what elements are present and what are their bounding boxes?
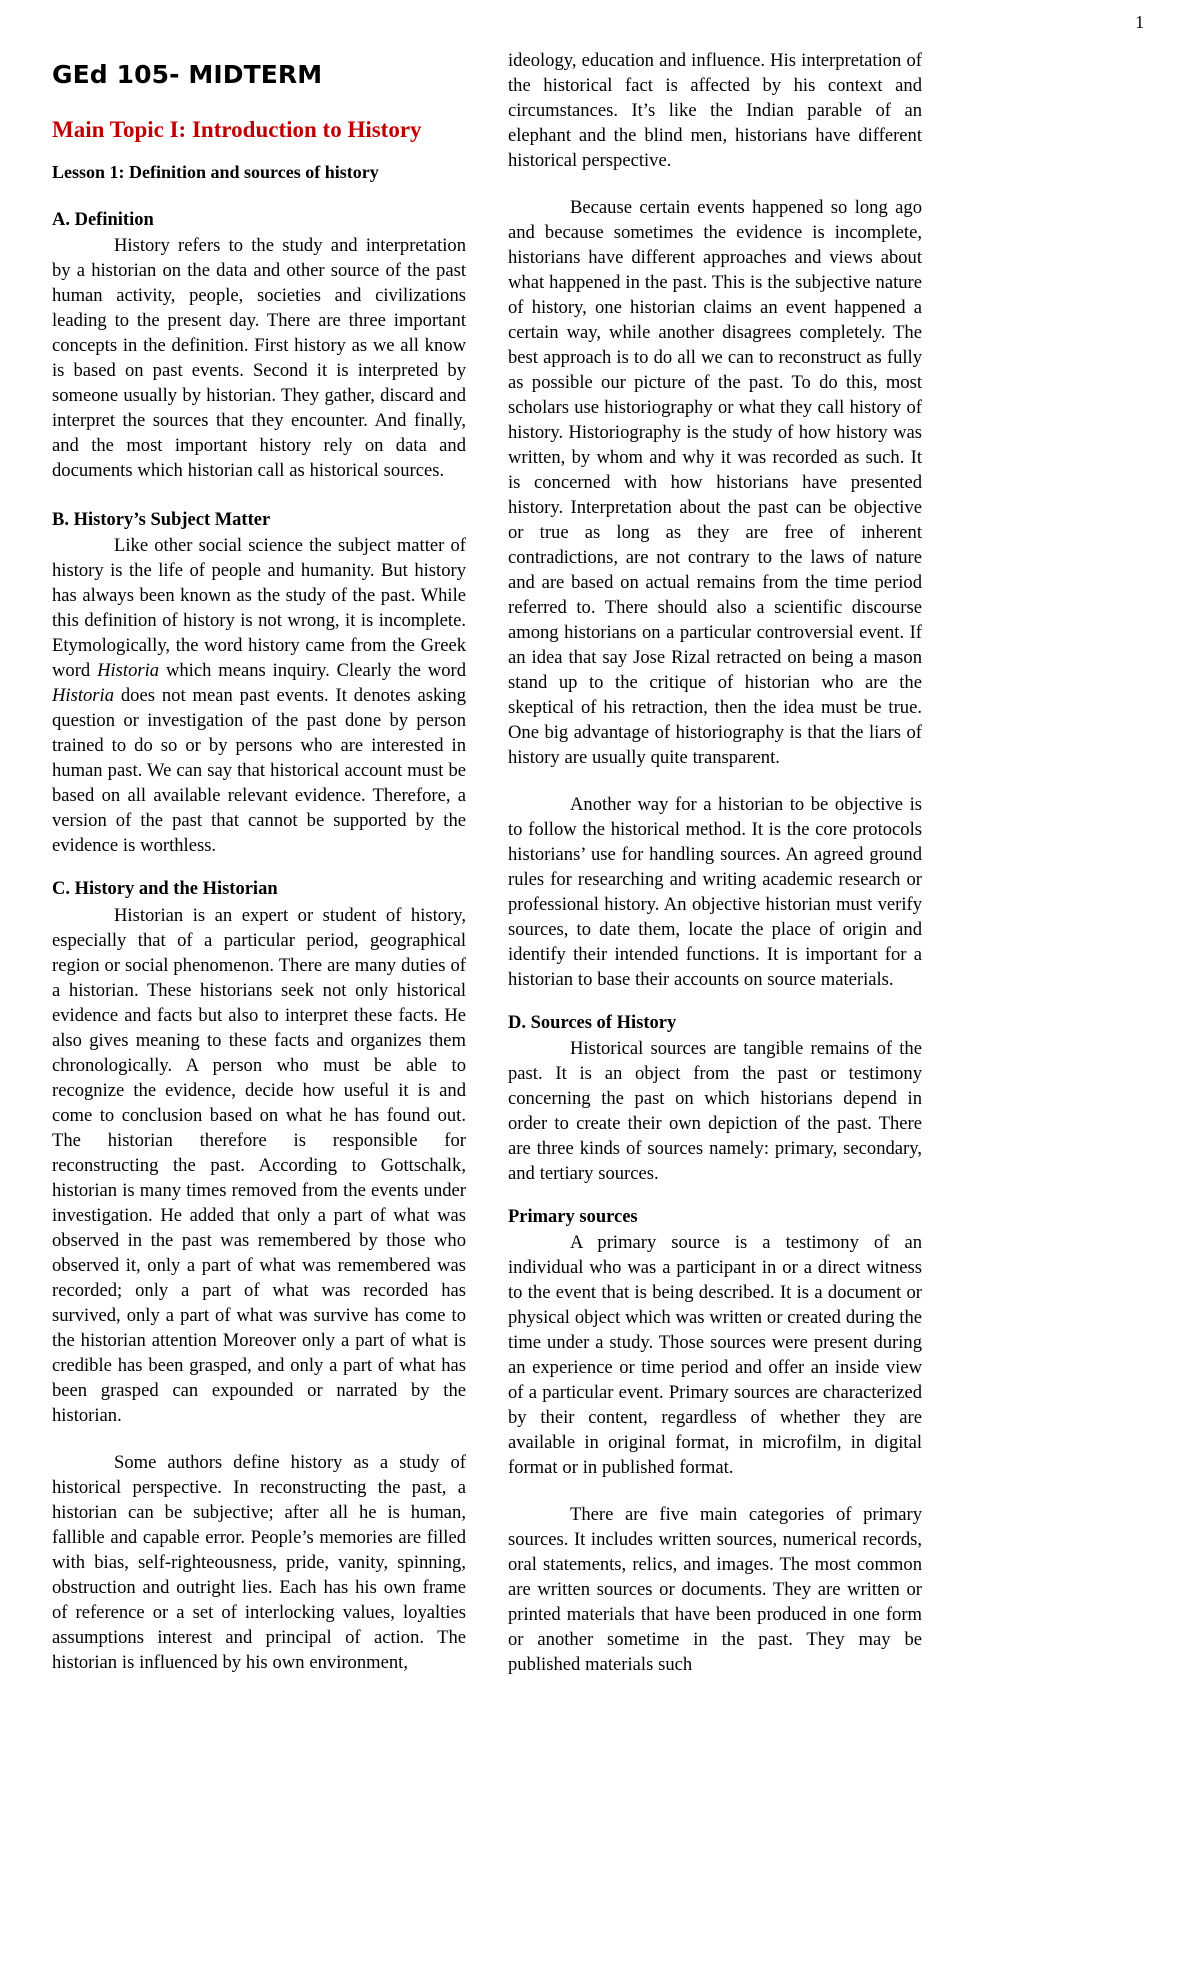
section-b-text-part2: which means inquiry. Clearly the word — [159, 660, 466, 682]
paragraph-another-way: Another way for a historian to be objective is to follow the historical method. It is the core protocols historians’ use for handling sources. An agreed ground rules for researching and writing academic research or professional history. An objective historian must verify sources, to date them, locate the place of origin and identify their intended functions. It is important for a historian to base their accounts on source materials. — [508, 794, 922, 990]
document-title: GEd 105- MIDTERM — [52, 60, 323, 89]
section-c-heading: C. History and the Historian — [52, 879, 278, 900]
section-b-text-part3: does not mean past events. It denotes asking question or investigation of the past done by person trained to do so or by persons who are interested in human past. We can say that historical account must be based on all available relevant evidence. Therefore, a version of the past that cannot be supported by the evidence is worthless. — [52, 685, 466, 857]
section-d-heading: D. Sources of History — [508, 1013, 677, 1033]
section-c-paragraph-1: Historian is an expert or student of history, especially that of a particular period, geographical region or social phenomenon. There are many duties of a historian. These historians seek not only historical evidence and facts but also to interpret these facts. He also gives meaning to these facts and organizes them chronologically. A person who must be able to recognize the evidence, decide how useful it is and come to conclusion based on what he has found out. The historian therefore is responsible for reconstructing the past. According to Gottschalk, historian is many times removed from the events under investigation. He added that only a part of what was observed in the past was remembered by those who observed it, only a part of what was remembered was recorded; only a part of what was recorded has survived, only a part of what was survive has come to the historian attention Moreover only a part of what is credible has been grasped, and only a part of what has been grasped can expounded or narrated by the historian. — [52, 904, 466, 1426]
historia-italic-1: Historia — [97, 660, 160, 682]
spacer — [52, 183, 466, 209]
section-a-heading: A. Definition — [52, 210, 154, 231]
paragraph-because-certain-events: Because certain events happened so long ago and because sometimes the evidence is incomplete, historians have different approaches and views about what happened in the past. This is the subjective nature of history, one historian claims an event happened a certain way, while another disagrees completely. The best approach is to do all we can to reconstruct as fully as possible our picture of the past. To do this, most scholars use historiography or what they call history of history. Historiography is the study of how history was written, by whom and why it was recorded as such. It is concerned with how historians have presented history. Interpretation about the past can be objective or true as long as they are free of inherent contradictions, are not contrary to the laws of nature and are based on actual remains from the time period referred to. There should also a scientific discourse among historians on a particular controversial event. If an idea that say Jose Rizal retracted on being a mason stand up to the critique of historian who are the skeptical of his retraction, then the idea must be true. One big advantage of historiography is that the liars of history are usually quite transparent. — [508, 197, 922, 768]
two-column-layout — [52, 48, 1148, 1677]
section-a-paragraph: History refers to the study and interpretation by a historian on the data and other source of the past human activity, people, societies and civilizations leading to the present day. There are three important concepts in the definition. First history as we all know is based on past events. Second it is interpreted by someone usually by historian. They gather, discard and interpret the sources that they encounter. And finally, and the most important history rely on data and documents which historian call as historical sources. — [52, 235, 466, 482]
section-b-text-part1: Like other social science the subject matter of history is the life of people and humanity. But history has always been known as the study of the past. While this definition of history is not wrong, it is incomplete. Etymologically, the word history came from the Greek word — [52, 535, 466, 682]
spacer — [52, 483, 466, 509]
primary-sources-paragraph-1: A primary source is a testimony of an individual who was a participant in or a direct witness to the event that is being described. It is a document or physical object which was written or created during the time under a study. Those sources were present during an experience or time period and offer an inside view of a particular event. Primary sources are characterized by their content, regardless of whether they are available in original format, in microfilm, in digital format or in published format. — [508, 1232, 922, 1479]
primary-sources-heading: Primary sources — [508, 1207, 638, 1228]
spacer — [508, 992, 922, 1012]
continuation-paragraph: ideology, education and influence. His interpretation of the historical fact is affected by his context and circumstances. It’s like the Indian parable of an elephant and the blind men, historians have different historical perspective. — [508, 50, 922, 171]
right-column — [508, 48, 922, 1677]
main-topic-heading: Main Topic I: Introduction to History — [52, 117, 422, 142]
lesson-heading: Lesson 1: Definition and sources of history — [52, 161, 379, 182]
section-b-paragraph — [52, 533, 466, 858]
primary-sources-paragraph-2: There are five main categories of primary sources. It includes written sources, numerical records, oral statements, relics, and images. The most common are written sources or documents. They are written or printed materials that have been produced in one form or another sometime in the past. They may be published materials such — [508, 1504, 922, 1676]
page-number: 1 — [1135, 12, 1144, 32]
spacer — [52, 858, 466, 878]
section-d-paragraph: Historical sources are tangible remains of the past. It is an object from the past or testimony concerning the past on which historians depend in order to create their own depiction of the past. There are three kinds of sources namely: primary, secondary, and tertiary sources. — [508, 1038, 922, 1185]
spacer — [508, 1186, 922, 1206]
historia-italic-2: Historia — [52, 685, 114, 707]
section-b-heading: B. History’s Subject Matter — [52, 510, 271, 531]
left-column — [52, 48, 466, 1677]
section-c-paragraph-2: Some authors define history as a study of historical perspective. In reconstructing the past, a historian can be subjective; after all he is human, fallible and capable error. People’s memories are filled with bias, self-righteousness, pride, vanity, spinning, obstruction and outright lies. Each has his own frame of reference or a set of interlocking values, loyalties assumptions interest and principal of action. The historian is influenced by his own environment, — [52, 1451, 466, 1673]
